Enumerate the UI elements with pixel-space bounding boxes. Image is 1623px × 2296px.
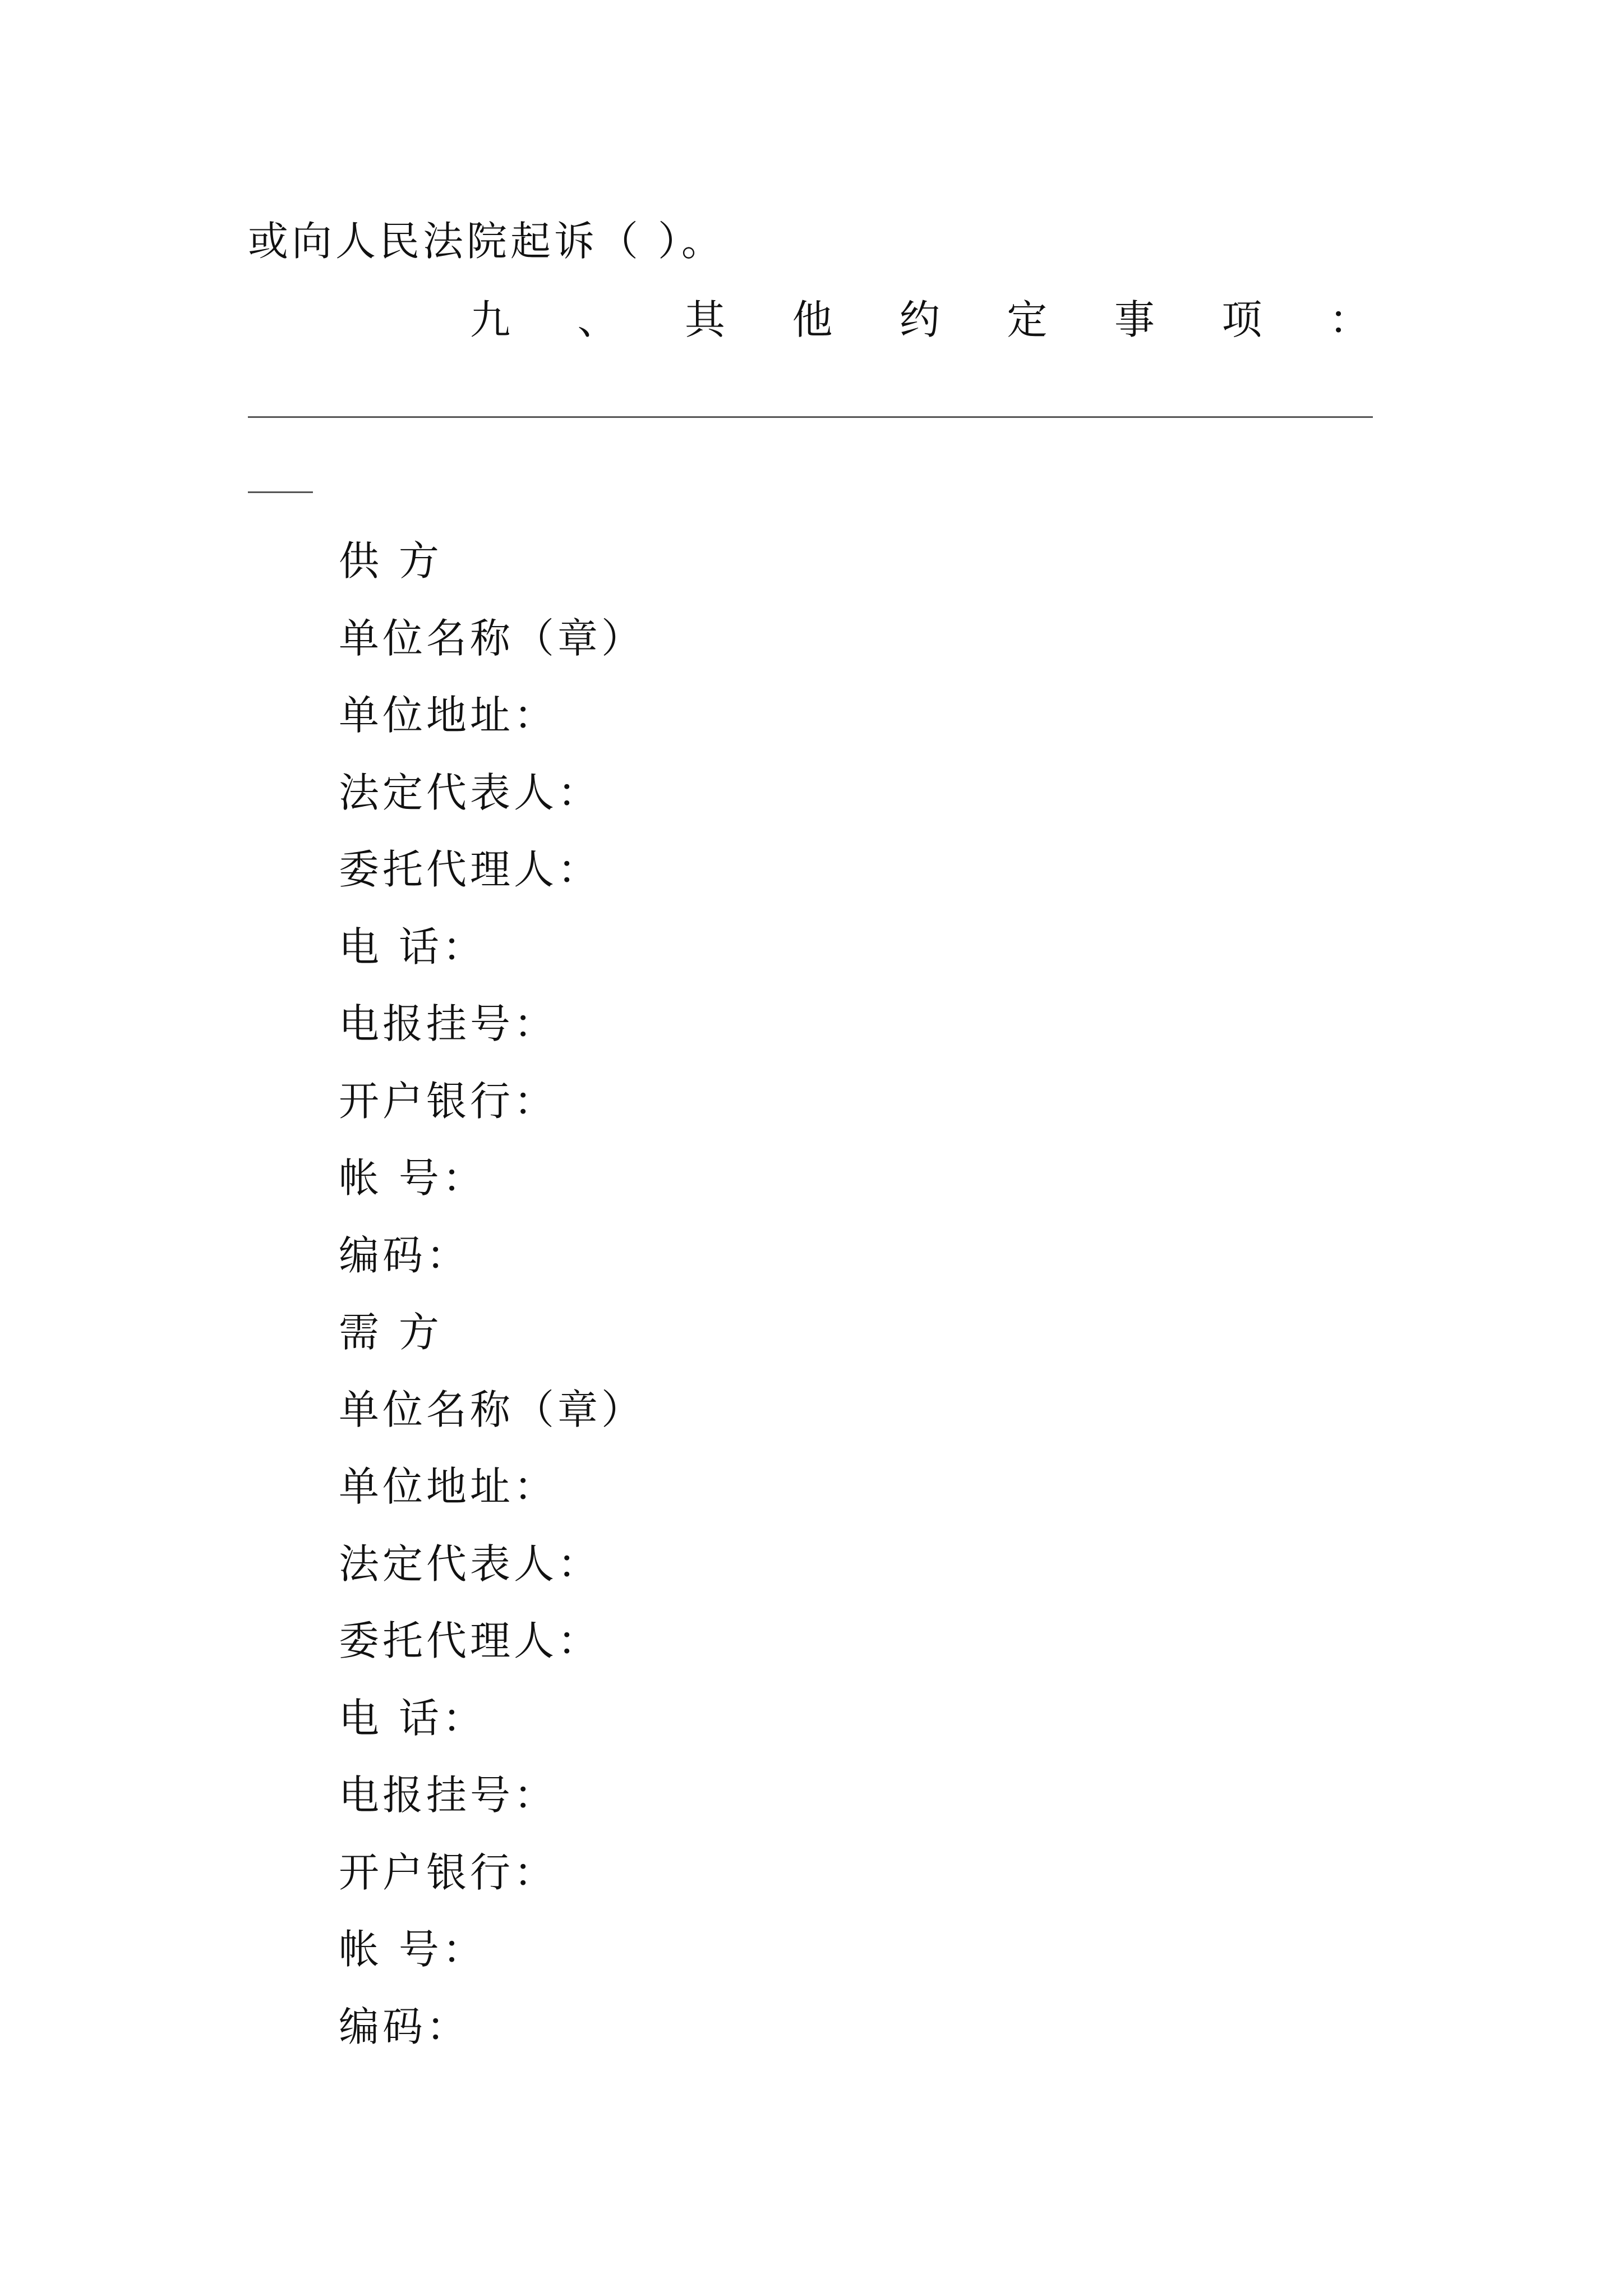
supplier-address: 单位地址： <box>339 692 558 739</box>
supplier-legal-rep: 法定代表人： <box>339 769 602 816</box>
buyer-bank: 开户银行： <box>339 1848 558 1896</box>
blank-fill-line <box>248 416 1373 418</box>
buyer-address: 单位地址： <box>339 1463 558 1510</box>
heading-char: 九 <box>470 296 514 343</box>
section-heading-other-terms <box>470 292 1373 348</box>
signature-block <box>339 523 645 2065</box>
blank-fill-line-end <box>248 491 313 493</box>
buyer-account: 帐 号： <box>339 1926 486 1973</box>
buyer-telegram: 电报挂号： <box>339 1772 558 1819</box>
buyer-legal-rep: 法定代表人： <box>339 1540 602 1588</box>
heading-char: 定 <box>1007 296 1051 343</box>
supplier-agent: 委托代理人： <box>339 846 602 893</box>
buyer-unit-name: 单位名称（章） <box>339 1386 645 1433</box>
heading-char: 其 <box>684 296 728 343</box>
supplier-postcode: 编码： <box>339 1231 471 1279</box>
supplier-telegram: 电报挂号： <box>339 1000 558 1047</box>
buyer-postcode: 编码： <box>339 2003 471 2050</box>
supplier-bank: 开户银行： <box>339 1077 558 1125</box>
supplier-account: 帐 号： <box>339 1154 486 1202</box>
buyer-title: 需 方 <box>339 1309 442 1356</box>
heading-char: 约 <box>899 296 943 343</box>
supplier-title: 供 方 <box>339 537 442 585</box>
heading-char: 他 <box>792 296 836 343</box>
heading-char: 、 <box>577 296 621 343</box>
supplier-phone: 电 话： <box>339 923 486 970</box>
heading-char: 事 <box>1114 296 1158 343</box>
buyer-agent: 委托代理人： <box>339 1617 602 1664</box>
intro-text: 或向人民法院起诉（ ）。 <box>248 218 725 265</box>
heading-char: 项 <box>1221 296 1266 343</box>
supplier-unit-name: 单位名称（章） <box>339 614 645 662</box>
heading-char: ： <box>1329 296 1373 343</box>
buyer-phone: 电 话： <box>339 1694 486 1742</box>
